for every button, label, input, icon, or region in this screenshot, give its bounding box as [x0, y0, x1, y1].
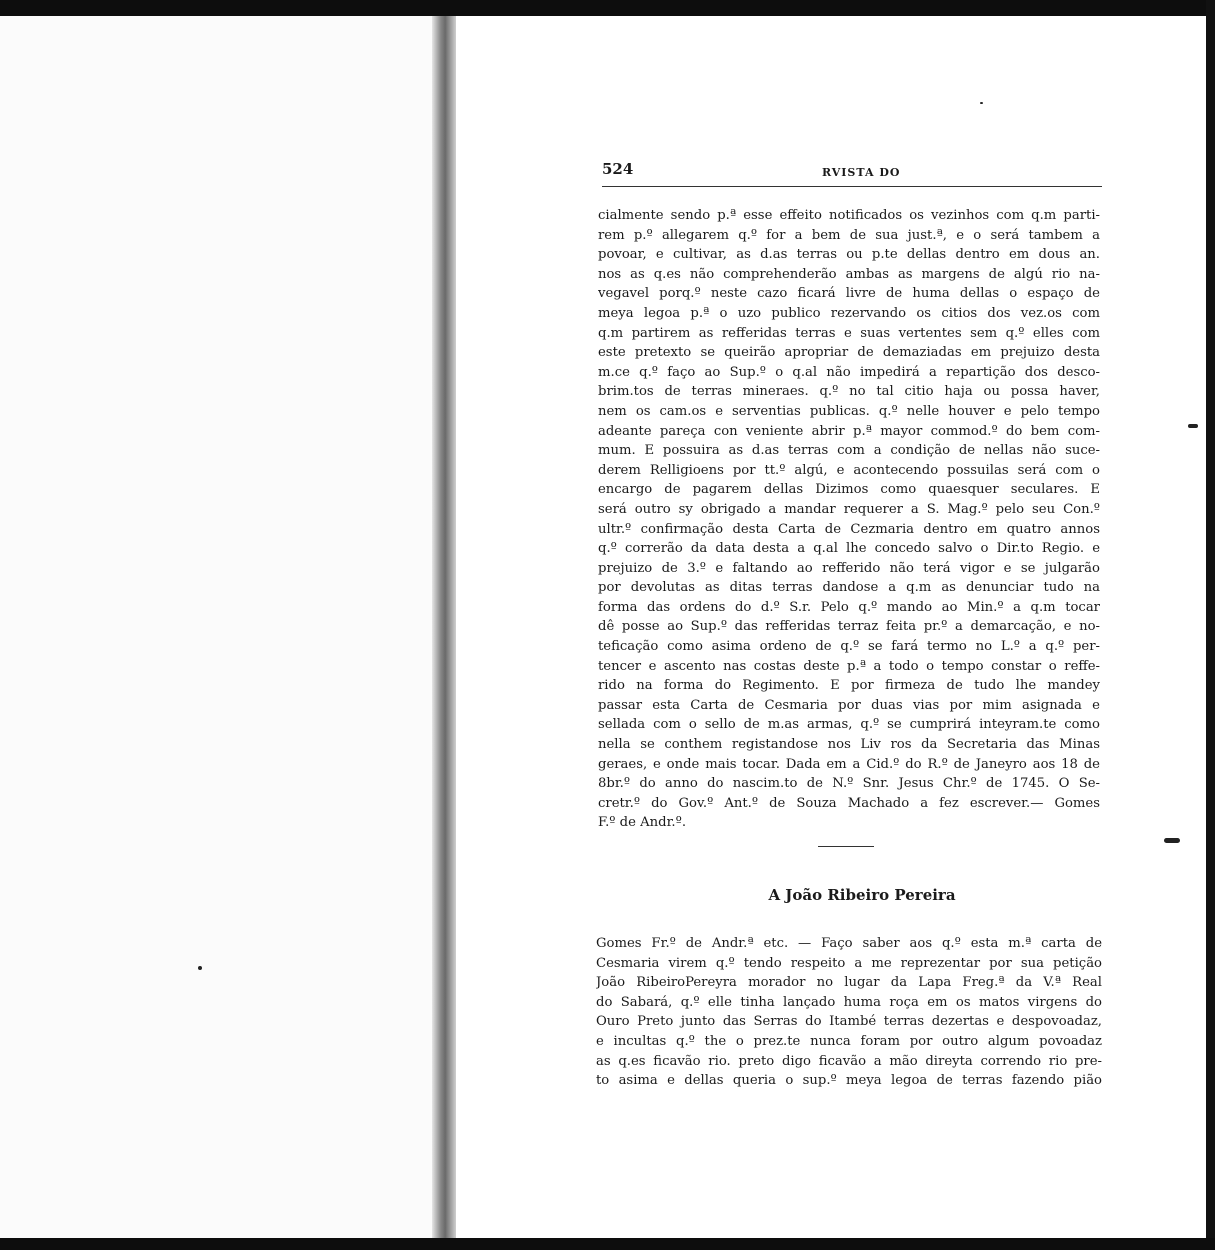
text-line: povoar, e cultivar, as d.as terras ou p.te dellas dentro em dous an. — [598, 247, 1100, 263]
text-line: do Sabará, q.º elle tinha lançado huma roça em os matos virgens do — [596, 994, 1102, 1010]
text-line: nella se conthem registandose nos Liv ros da Secretaria das Minas — [598, 737, 1100, 753]
text-line: nos as q.es não comprehenderão ambas as margens de algú rio na- — [598, 266, 1100, 282]
text-line: passar esta Carta de Cesmaria por duas vias por mim asignada e — [598, 697, 1100, 713]
text-line: dê posse ao Sup.º das refferidas terraz feita pr.º a demarcação, e no- — [598, 619, 1100, 635]
text-line: as q.es ficavão rio. preto digo ficavão a mão direyta correndo rio pre- — [596, 1053, 1102, 1069]
scan-border-right — [1206, 0, 1215, 1250]
text-line: meya legoa p.ª o uzo publico rezervando os citios dos vez.os com — [598, 305, 1100, 321]
text-line: rido na forma do Regimento. E por firmeza de tudo lhe mandey — [598, 678, 1100, 694]
text-line: e incultas q.º the o prez.te nunca foram por outro algum povoadaz — [596, 1033, 1102, 1049]
text-line: forma das ordens do d.º S.r. Pelo q.º mando ao Min.º a q.m tocar — [598, 599, 1100, 615]
text-line: F.º de Andr.º. — [598, 815, 687, 831]
book-gutter — [432, 16, 456, 1238]
scan-border-top — [0, 0, 1215, 16]
text-line: geraes, e onde mais tocar. Dada em a Cid.º do R.º de Janeyro aos 18 de — [598, 756, 1100, 772]
text-line: nem os cam.os e serventias publicas. q.º nelle houver e pelo tempo — [598, 403, 1100, 419]
text-line: prejuizo de 3.º e faltando ao refferido não terá vigor e se julgarão — [598, 560, 1100, 576]
text-line: derem Relligioens por tt.º algú, e acontecendo possuilas será com o — [598, 462, 1100, 478]
section-separator — [818, 846, 874, 847]
scan-border-bottom — [0, 1238, 1215, 1250]
text-line: sellada com o sello de m.as armas, q.º se cumprirá inteyram.te como — [598, 717, 1100, 733]
running-head-title: RVISTA DO — [822, 166, 901, 179]
text-line: encargo de pagarem dellas Dizimos como quaesquer seculares. E — [598, 482, 1100, 498]
scan-speck — [198, 966, 202, 970]
scan-speck — [980, 102, 983, 104]
text-line: João RibeiroPereyra morador no lugar da Lapa Freg.ª da V.ª Real — [596, 975, 1102, 991]
section-heading: A João Ribeiro Pereira — [768, 886, 956, 904]
scan-speck — [1188, 424, 1198, 428]
header-rule — [602, 186, 1102, 187]
text-line: m.ce q.º faço ao Sup.º o q.al não impedirá a repartição dos desco- — [598, 364, 1100, 380]
text-line: tencer e ascento nas costas deste p.ª a todo o tempo constar o reffe- — [598, 658, 1100, 674]
text-line: será outro sy obrigado a mandar requerer a S. Mag.º pelo seu Con.º — [598, 501, 1100, 517]
text-line: q.º correrão da data desta a q.al lhe concedo salvo o Dir.to Regio. e — [598, 541, 1100, 557]
text-line: adeante pareça con veniente abrir p.ª mayor commod.º do bem com- — [598, 423, 1100, 439]
text-line: Cesmaria virem q.º tendo respeito a me reprezentar por sua petição — [596, 955, 1102, 971]
text-line: cialmente sendo p.ª esse effeito notificados os vezinhos com q.m parti- — [598, 208, 1100, 223]
text-line: 8br.º do anno do nascim.to de N.º Snr. Jesus Chr.º de 1745. O Se- — [598, 776, 1100, 792]
text-line: q.m partirem as refferidas terras e suas vertentes sem q.º elles com — [598, 325, 1100, 341]
running-head — [602, 160, 1102, 180]
text-line: ultr.º confirmação desta Carta de Cezmaria dentro em quatro annos — [598, 521, 1100, 537]
page-number: 524 — [602, 160, 634, 178]
text-line: este pretexto se queirão apropriar de demaziadas em prejuizo desta — [598, 345, 1100, 361]
text-line: Ouro Preto junto das Serras do Itambé terras dezertas e despovoadaz, — [596, 1014, 1102, 1030]
text-line: brim.tos de terras mineraes. q.º no tal citio haja ou possa haver, — [598, 384, 1100, 400]
text-line: teficação como asima ordeno de q.º se fará termo no L.º a q.º per- — [598, 639, 1100, 655]
text-line: rem p.º allegarem q.º for a bem de sua just.ª, e o será tambem a — [598, 227, 1100, 243]
scan-speck — [1164, 838, 1180, 843]
body-text — [598, 206, 1100, 833]
text-line: cretr.º do Gov.º Ant.º de Souza Machado a fez escrever.— Gomes — [598, 795, 1100, 811]
text-line: vegavel porq.º neste cazo ficará livre de huma dellas o espaço de — [598, 286, 1100, 302]
text-line: por devolutas as ditas terras dandose a q.m as denunciar tudo na — [598, 580, 1100, 596]
text-line: to asima e dellas queria o sup.º meya legoa de terras fazendo pião — [596, 1073, 1102, 1089]
section-body-text — [596, 934, 1102, 1091]
text-line: Gomes Fr.º de Andr.ª etc. — Faço saber aos q.º esta m.ª carta de — [596, 936, 1102, 951]
left-page-blank — [0, 16, 432, 1238]
text-line: mum. E possuira as d.as terras com a condição de nellas não suce- — [598, 443, 1100, 459]
